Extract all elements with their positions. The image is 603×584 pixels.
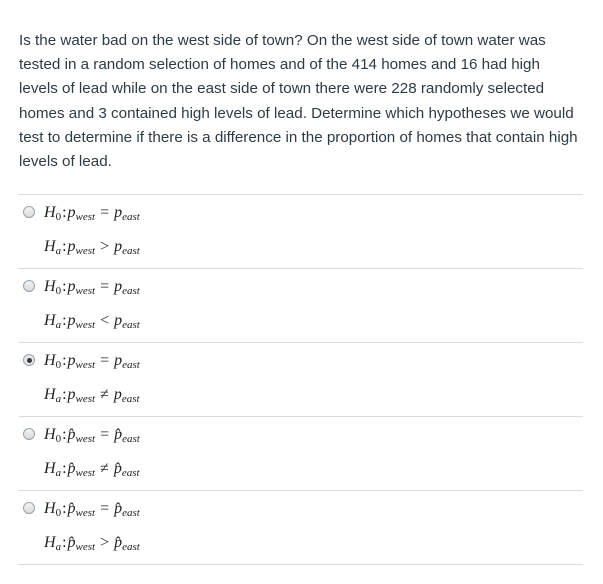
radio-button[interactable] [23,502,35,514]
alternative-hypothesis: $H_a:p_{west} < p_{east}$ [44,312,140,331]
alternative-hypothesis: $H_a:p̂_{west}$ ≠ $p̂_{east}$ [44,460,140,479]
alternative-hypothesis: $H_a:p̂_{west}$ > $p̂_{east}$ [44,534,140,553]
radio-button[interactable] [23,206,35,218]
answer-option-4[interactable] [19,416,583,490]
alternative-hypothesis: $H_a:p_{west} \ne p_{east}$ [44,386,140,405]
null-hypothesis: $H_0:p_{west} = p_{east}$ [44,278,140,297]
question-text: Is the water bad on the west side of town? On the west side of town water was tested in a random selection of homes and of the 414 homes and 16 had high levels of lead while on the east side of town there were 228 randomly selected homes and 3 contained high levels of lead. Determine which hypotheses we would test to determine if there is a difference in the proportion of homes that contain high levels of lead. [19,32,578,171]
radio-button[interactable] [23,428,35,440]
null-hypothesis: $H_0:p̂_{west}$ = $p̂_{east}$ [44,500,140,519]
answer-option-5[interactable] [19,490,583,565]
alternative-hypothesis: $H_a:p_{west} > p_{east}$ [44,238,140,257]
answer-option-2[interactable] [19,268,583,342]
radio-button-selected[interactable] [23,354,35,366]
null-hypothesis: $H_0:p̂_{west}$ = $p̂_{east}$ [44,426,140,445]
answer-option-3[interactable] [19,342,583,416]
null-hypothesis: $H_0:p_{west} = p_{east}$ [44,204,140,223]
null-hypothesis: $H_0:p_{west} = p_{east}$ [44,352,140,371]
radio-button[interactable] [23,280,35,292]
answer-list [19,194,583,565]
answer-option-1[interactable] [19,194,583,268]
